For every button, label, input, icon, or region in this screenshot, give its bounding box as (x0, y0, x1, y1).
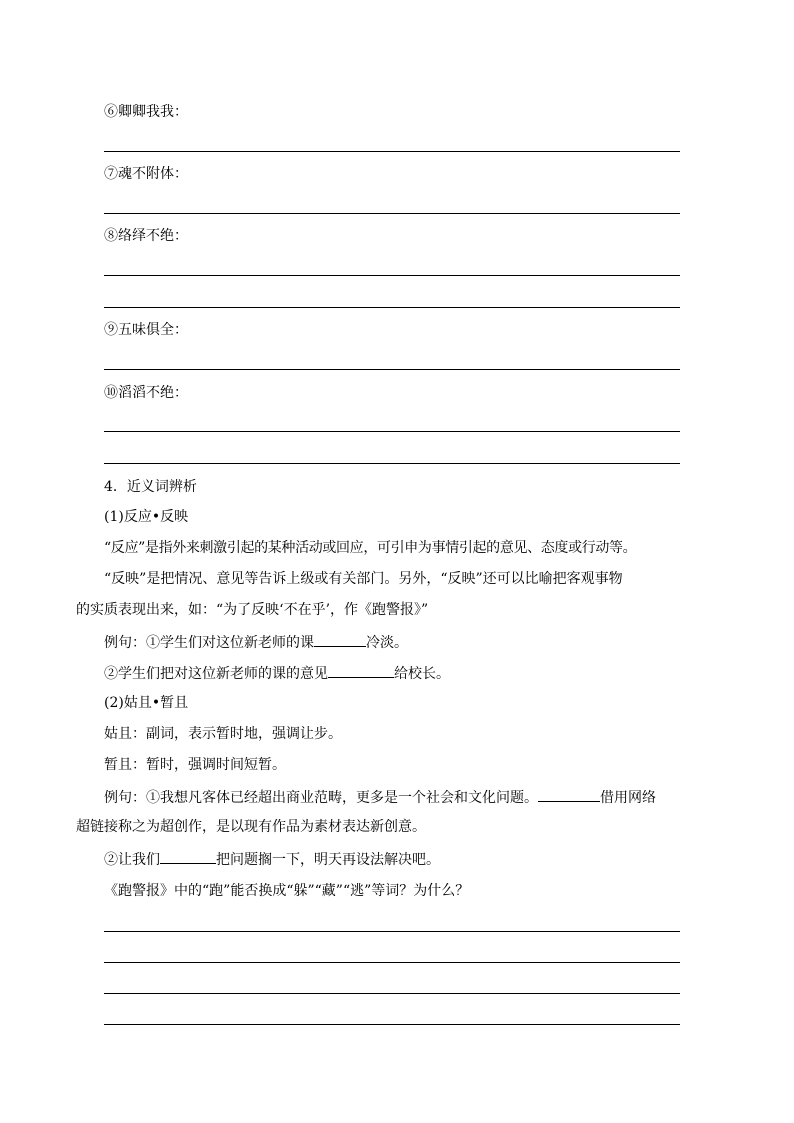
vocab-item-label: ⑨五味俱全： (104, 322, 188, 338)
section-heading: 4．近义词辨析 (104, 479, 197, 495)
fill-blank[interactable] (314, 632, 366, 647)
example-text: 把问题搁一下，明天再设法解决吧。 (216, 852, 440, 868)
answer-line[interactable] (104, 931, 680, 932)
example-sentence (104, 787, 656, 807)
fill-blank[interactable] (160, 849, 216, 864)
answer-line[interactable] (104, 463, 680, 464)
answer-line[interactable] (104, 962, 680, 963)
example-sentence: 超链接称之为超创作，是以现有作品为素材表达新创意。 (76, 819, 426, 835)
example-text: ②学生们把对这位新老师的课的意见 (104, 666, 328, 682)
answer-line[interactable] (104, 369, 680, 370)
answer-line[interactable] (104, 213, 680, 214)
example-text: 例句：①我想凡客体已经超出商业范畴，更多是一个社会和文化问题。 (104, 790, 538, 806)
vocab-item-label: ⑧络绎不绝： (104, 228, 188, 244)
vocab-item-label: ⑦魂不附体： (104, 166, 188, 182)
answer-line[interactable] (104, 431, 680, 432)
answer-line[interactable] (104, 993, 680, 994)
fill-blank[interactable] (538, 787, 600, 802)
answer-line[interactable] (104, 1024, 680, 1025)
subsection-title: (2)姑且•暂且 (104, 695, 189, 711)
fill-blank[interactable] (328, 663, 394, 678)
vocab-item-label: ⑩滔滔不绝： (104, 385, 188, 401)
question-text: 《跑警报》中的“跑”能否换成“躲”“藏”“逃”等词？为什么？ (104, 883, 470, 899)
answer-line[interactable] (104, 151, 680, 152)
subsection-title: (1)反应•反映 (104, 509, 189, 525)
definition-text: “反映”是把情况、意见等告诉上级或有关部门。另外，“反映”还可以比喻把客观事物 (104, 571, 623, 587)
definition-text: “反应”是指外来刺激引起的某种活动或回应，可引申为事情引起的意见、态度或行动等。 (104, 540, 637, 556)
example-sentence (104, 663, 450, 683)
answer-line[interactable] (104, 307, 680, 308)
answer-line[interactable] (104, 275, 680, 276)
example-text: 例句：①学生们对这位新老师的课 (104, 635, 314, 651)
vocab-item-label: ⑥卿卿我我： (104, 104, 188, 120)
example-text: 借用网络 (600, 790, 656, 806)
definition-text: 暂且：暂时，强调时间短暂。 (104, 757, 286, 773)
example-text: 给校长。 (394, 666, 450, 682)
example-text: 冷淡。 (366, 635, 408, 651)
definition-text: 的实质表现出来，如：“为了反映‘不在乎’，作《跑警报》” (76, 602, 429, 618)
example-sentence (104, 632, 408, 652)
definition-text: 姑且：副词，表示暂时地，强调让步。 (104, 726, 342, 742)
example-text: ②让我们 (104, 852, 160, 868)
example-sentence (104, 849, 440, 869)
